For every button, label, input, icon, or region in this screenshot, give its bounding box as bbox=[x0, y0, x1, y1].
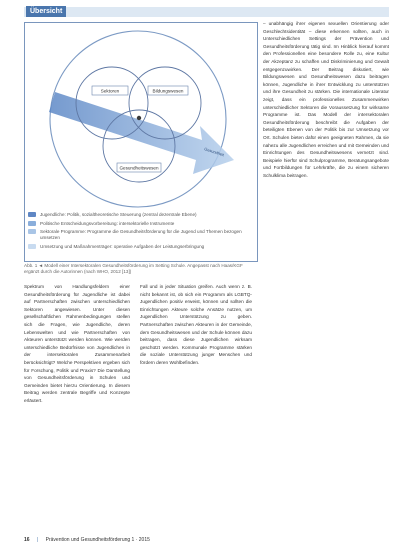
legend-text: Jugendliche: Politik, sozialtheoretische Steuerung (zentral dezentrale Ebene) bbox=[40, 212, 197, 217]
text-column-2 bbox=[140, 283, 252, 367]
legend-item bbox=[28, 221, 254, 227]
text-column-1 bbox=[24, 283, 130, 405]
legend-item bbox=[28, 229, 254, 241]
circle-label-left: Sektoren bbox=[100, 88, 120, 94]
center-dot bbox=[137, 116, 141, 120]
page-number: 16 bbox=[24, 537, 30, 543]
legend-swatch bbox=[28, 244, 36, 249]
body-paragraph: Spektrum von Handlungsfeldern einer Gesundheitsförderung für Jugendliche ist dabei auf Partnerschaften zwischen unterschiedlichen Sektoren angewiesen. Unter diesen gesellschaftlichen Rahmenbedingungen stellen sich die Fragen, wie Jugendliche, deren Lebenswelten und wie Partnerschaften von Akteuren unterstützt werden können. Wie werden unterschiedliche Bedürfnisse von Jugendlichen in der intersektoralen Zusammenarbeit berücksichtigt? Welche Perspektiven ergeben sich für Forschung, Politik und Praxis? Die Darstellung von Gesundheitsförderung in Schulen und Gemeinden bietet hierzu Orientierung. In diesem Beitrag werden zentrale Begriffe und Konzepte erläutert. bbox=[24, 284, 130, 403]
journal-name: Prävention und Gesundheitsförderung 1 · 2015 bbox=[45, 537, 150, 543]
figure-caption: Abb. 1 ◄ Modell einer Intersektoralen Gesundheitsförderung im Setting Schule. Angepasst nach Haas/KGF ergänzt durch die Autorinnen (nach WHO, 2012 [13]) bbox=[24, 263, 243, 274]
body-paragraph: Fall und in jeder Situation greifen. Auch wenn z. B. nicht bekannt ist, ob sich ein Programm als LGBTQ-Jugendlichen positiv erweist, können und sollten die Einrichtungen Akteure solche Ansätze nutzen, um Jugendlichen Unterstützung zu geben. Partnerschaften zwischen Akteuren in der Gemeinde, dem Gesundheitswesen und der Schule können dazu beitragen, dass diese Jugendlichen wirksam geschützt werden. Kommunale Programme stärken die soziale Unterstützung junger Menschen und fördern deren Wohlbefinden. bbox=[140, 284, 252, 365]
arrow-label: Gesundheit bbox=[203, 146, 225, 158]
circle-label-right: Bildungswesen bbox=[152, 88, 184, 94]
legend-swatch bbox=[28, 229, 36, 234]
legend-text: Sektorale Programme: Programme die Gesundheitsförderung für die Jugend und Themen bezogen umsetzen bbox=[40, 229, 242, 241]
circle-label-bottom: Gesundheitswesen bbox=[119, 165, 159, 171]
body-paragraph: – unabhängig ihrer eigenen sexuellen Orientierung oder Geschlechtsidentität – diese erkennen sollten, auch in Unterschiedlichen Settings der Prävention und Gesundheitsförderung tätig sind. Im Hinblick hierauf kommt den Professionellen eine besondere Rolle zu, eine Kultur der Akzeptanz zu schaffen und Diskriminierung und Gewalt entgegenzuwirken. Der Beitrag diskutiert, wie Bildungswesen und Gesundheitswesen dazu beitragen können, Jugendliche in ihrer Entwicklung zu unterstützen und ihre Gesundheit zu stärken. Die internationale Literatur zeigt, dass ein professionelles Zusammenwirken unterschiedlicher Sektoren die Voraussetzung für wirksame Programme ist. Das Modell der intersektoralen Gesundheitsförderung beschreibt die Aufgaben der beteiligten Ebenen von der Politik bis zur Umsetzung vor Ort. Schulen bieten dafür einen geeigneten Rahmen, da sie nahezu alle Jugendlichen erreichen und mit Gemeinden und Einrichtungen des Gesundheitswesens vernetzt sind. Beispiele hierfür sind Schulprogramme, Beratungsangebote und Fortbildungen für Lehrkräfte, die zu einem sicheren Schulklima beitragen. bbox=[263, 21, 389, 178]
legend-item bbox=[28, 244, 254, 250]
legend-swatch bbox=[28, 221, 36, 226]
figure-legend bbox=[28, 212, 254, 252]
text-column-3 bbox=[263, 20, 389, 179]
legend-swatch bbox=[28, 212, 36, 217]
legend-text: Politische Entscheidungsvorbereitung: intersektorielle Instrumente bbox=[40, 220, 175, 226]
section-label: Übersicht bbox=[26, 6, 66, 17]
footer-separator: | bbox=[36, 537, 39, 543]
legend-text: Umsetzung und Maßnahmenträger: operative Aufgaben der Leistungserbringung bbox=[40, 243, 205, 249]
legend-item bbox=[28, 212, 254, 218]
page-footer bbox=[24, 537, 150, 543]
